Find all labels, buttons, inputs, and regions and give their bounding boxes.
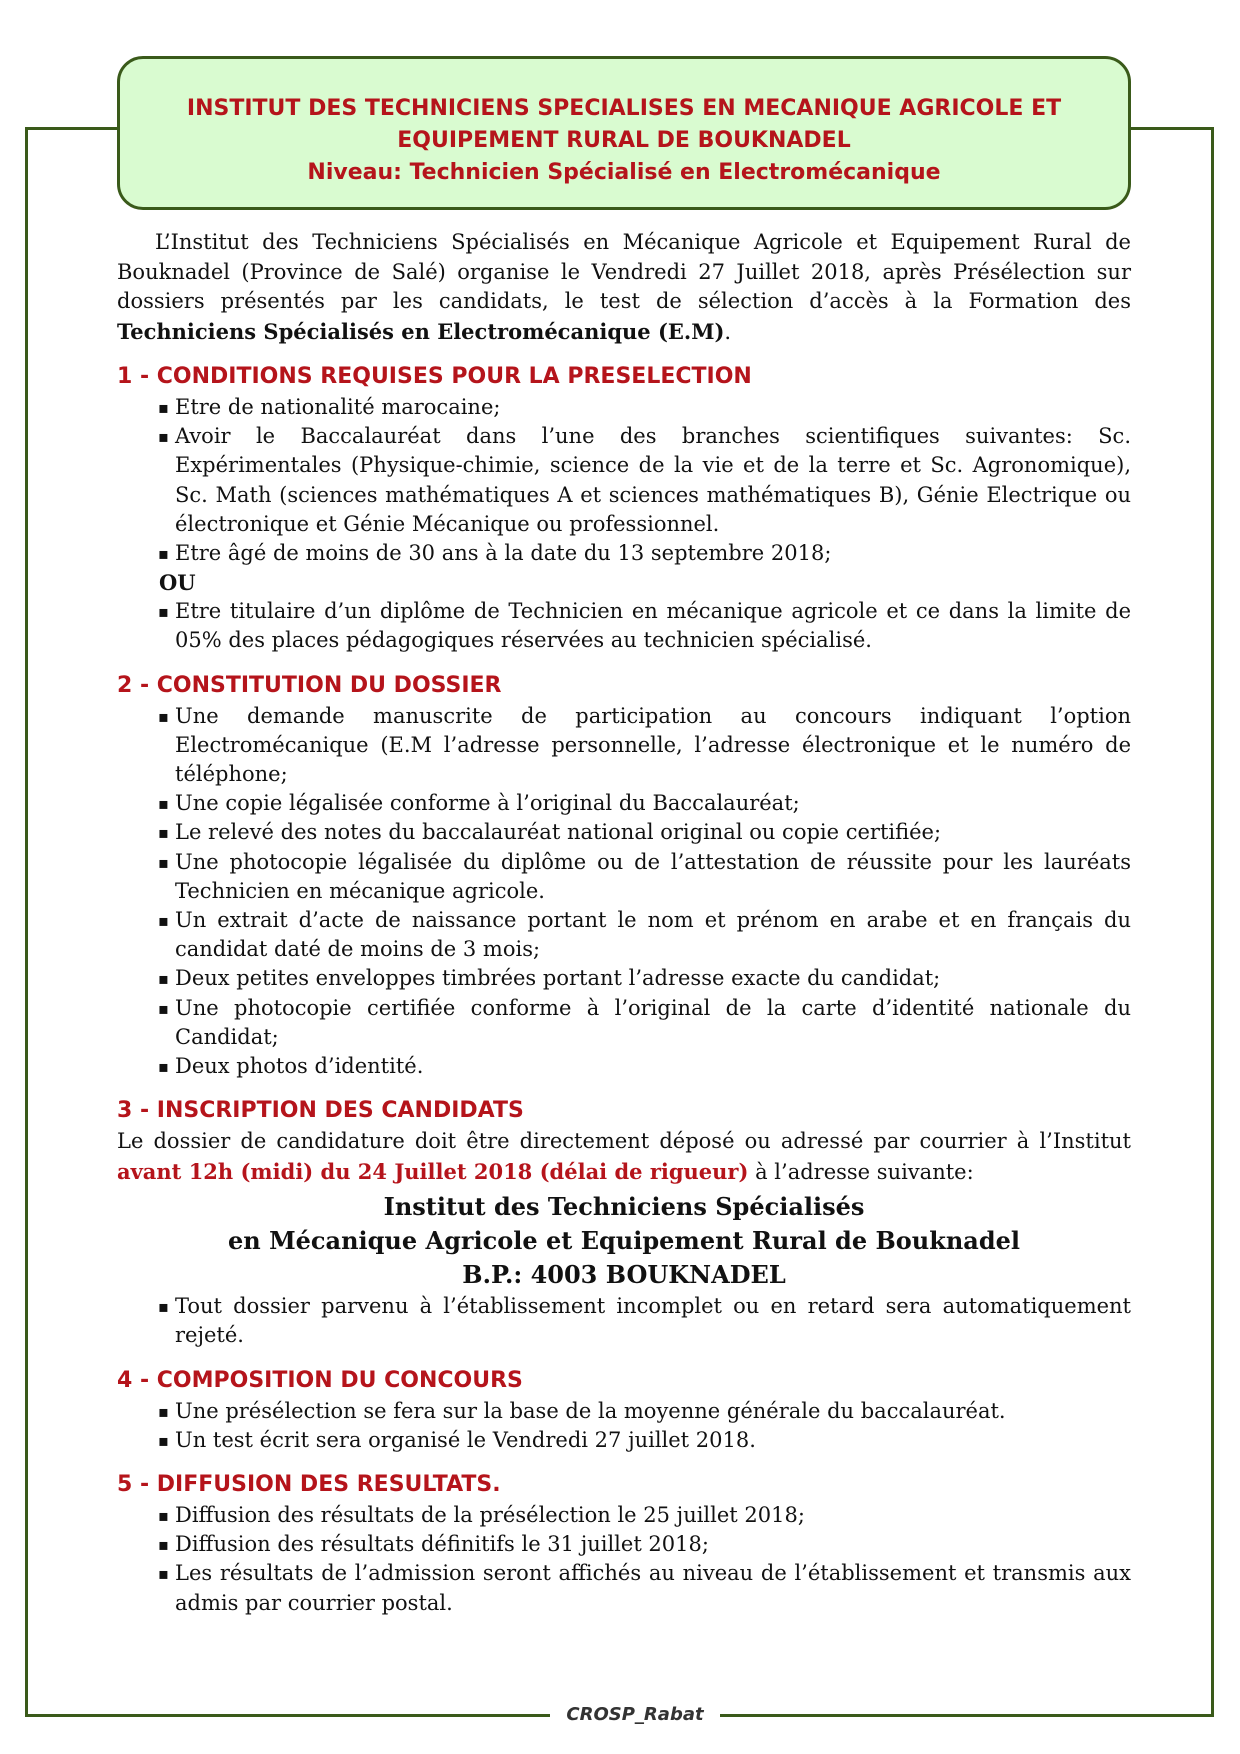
document-body <box>117 228 1131 1618</box>
results-list <box>117 1501 1131 1618</box>
list-item: ▪ Deux petites enveloppes timbrées portant l’adresse exacte du candidat; <box>175 964 1131 993</box>
intro-text: L’Institut des Techniciens Spécialisés en Mécanique Agricole et Equipement Rural de Bouknadel (Province de Salé) organise le Vendredi 27 Juillet 2018, après Présélection sur dossiers présentés par les candidats, le test de sélection d’accès à la Formation des <box>117 230 1131 313</box>
intro-end: . <box>724 319 732 344</box>
or-separator: OU <box>159 570 196 596</box>
dossier-list <box>117 702 1131 1082</box>
address-line3: B.P.: 4003 BOUKNADEL <box>462 1260 786 1290</box>
inscription-text-end: à l’adresse suivante: <box>748 1159 974 1184</box>
section-title-conditions: 1 - CONDITIONS REQUISES POUR LA PRESELECTION <box>117 364 752 389</box>
list-item: ▪ Etre titulaire d’un diplôme de Technicien en mécanique agricole et ce dans la limite de 05% des places pédagogiques réservées au technicien spécialisé. <box>175 597 1131 655</box>
list-item: ▪ Une présélection se fera sur la base de la moyenne générale du baccalauréat. <box>175 1397 1131 1426</box>
inscription-text-start: Le dossier de candidature doit être directement déposé ou adressé par courrier à l’Institut <box>117 1129 1131 1154</box>
inscription-paragraph <box>117 1127 1131 1187</box>
footer-signature: CROSP_Rabat <box>550 1700 720 1730</box>
section-title-results: 5 - DIFFUSION DES RESULTATS. <box>117 1472 501 1498</box>
institute-title-line1: INSTITUT DES TECHNICIENS SPECIALISES EN MECANIQUE AGRICOLE ET <box>186 96 1062 121</box>
list-item: ▪ Diffusion des résultats de la présélection le 25 juillet 2018; <box>175 1501 1131 1530</box>
list-item: ▪ Etre âgé de moins de 30 ans à la date du 13 septembre 2018; <box>175 539 1131 568</box>
intro-paragraph <box>117 228 1131 347</box>
list-item: ▪ Un extrait d’acte de naissance portant le nom et prénom en arabe et en français du candidat daté de moins de 3 mois; <box>175 906 1131 964</box>
section-title-dossier: 2 - CONSTITUTION DU DOSSIER <box>117 672 502 698</box>
list-item: ▪ Un test écrit sera organisé le Vendredi 27 juillet 2018. <box>175 1426 1131 1455</box>
conditions-list-alt <box>117 597 1131 655</box>
list-item: ▪ Une photocopie certifiée conforme à l’original de la carte d’identité nationale du Candidat; <box>175 994 1131 1052</box>
list-item: ▪ Diffusion des résultats définitifs le 31 juillet 2018; <box>175 1530 1131 1559</box>
intro-program: Techniciens Spécialisés en Electromécanique (E.M) <box>117 318 725 344</box>
list-item: ▪ Avoir le Baccalauréat dans l’une des branches scientifiques suivantes: Sc. Expérimentales (Physique-chimie, science de la vie et de la terre et Sc. Agronomique), Sc. Math (sciences mathématiques A et sciences mathématiques B), Génie Electrique ou électronique et Génie Mécanique ou professionnel. <box>175 422 1131 539</box>
list-item: ▪ Une copie légalisée conforme à l’original du Baccalauréat; <box>175 789 1131 818</box>
list-item: ▪ Etre de nationalité marocaine; <box>175 393 1131 422</box>
inscription-list <box>117 1292 1131 1350</box>
section-title-inscription: 3 - INSCRIPTION DES CANDIDATS <box>117 1098 524 1124</box>
list-item: ▪ Tout dossier parvenu à l’établissement incomplet ou en retard sera automatiquement rejeté. <box>175 1292 1131 1350</box>
list-item: ▪ Les résultats de l’admission seront affichés au niveau de l’établissement et transmis aux admis par courrier postal. <box>175 1559 1131 1617</box>
header-banner <box>117 56 1131 210</box>
address-line1: Institut des Techniciens Spécialisés <box>383 1192 865 1222</box>
list-item: ▪ Une photocopie légalisée du diplôme ou de l’attestation de réussite pour les lauréats Technicien en mécanique agricole. <box>175 848 1131 906</box>
composition-list <box>117 1397 1131 1455</box>
list-item: ▪ Deux photos d’identité. <box>175 1052 1131 1081</box>
section-title-composition: 4 - COMPOSITION DU CONCOURS <box>117 1367 523 1393</box>
institute-title-line2: EQUIPEMENT RURAL DE BOUKNADEL <box>397 128 851 153</box>
deadline-text: avant 12h (midi) du 24 Juillet 2018 (délai de rigueur) <box>117 1158 749 1184</box>
list-item: ▪ Le relevé des notes du baccalauréat national original ou copie certifiée; <box>175 818 1131 847</box>
conditions-list <box>117 393 1131 568</box>
address-line2: en Mécanique Agricole et Equipement Rural de Bouknadel <box>228 1226 1020 1256</box>
level-subtitle: Niveau: Technicien Spécialisé en Electromécanique <box>307 160 941 185</box>
list-item: ▪ Une demande manuscrite de participation au concours indiquant l’option Electromécanique (E.M l’adresse personnelle, l’adresse électronique et le numéro de téléphone; <box>175 702 1131 790</box>
